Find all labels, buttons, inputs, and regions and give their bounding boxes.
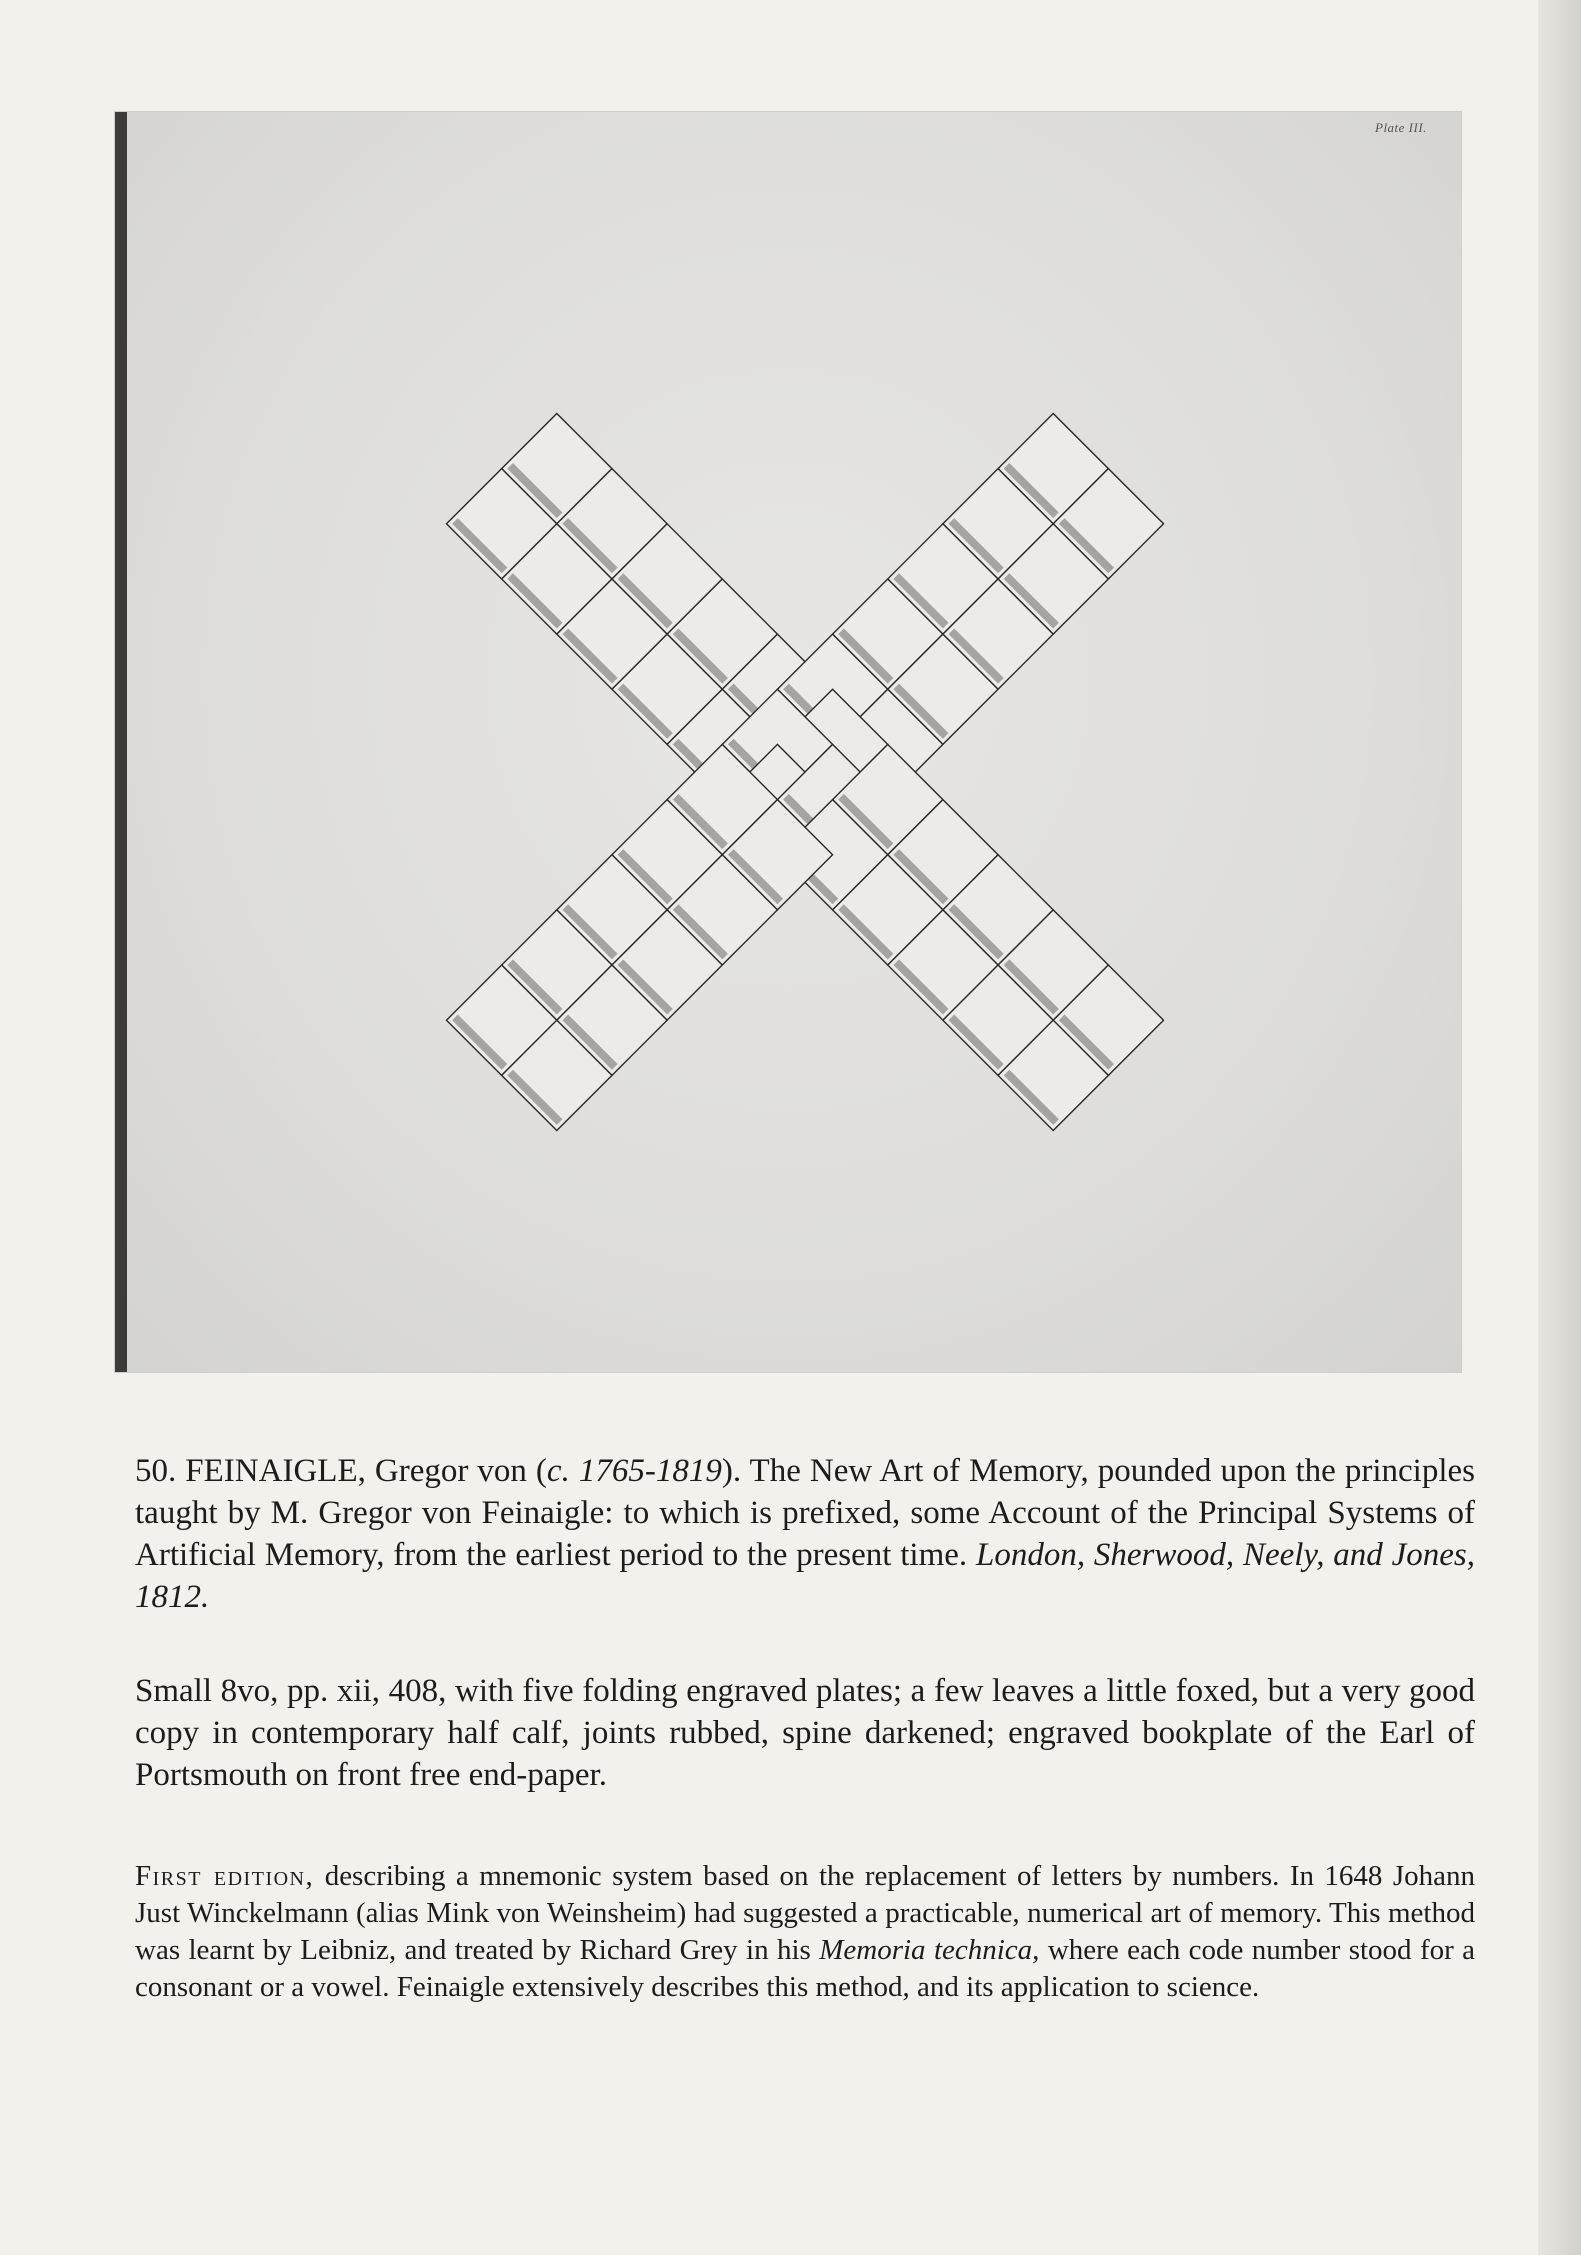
collation-description: Small 8vo, pp. xii, 408, with five folding engraved plates; a few leaves a little foxed, but a very good copy in contemporary half calf, joints rubbed, spine darkened; engraved bookplate of the Earl of Portsmouth on front free end-paper. [135, 1673, 1475, 1793]
entry-dates: c. 1765-1819 [546, 1453, 722, 1489]
note-lead: First edition, [135, 1860, 315, 1892]
entry-title: The New Art of Memory, pounded upon the principles taught by M. Gregor von Feinaigle: to which is prefixed, some Account of the Principal Systems of Artificial Memory, from the earliest period to the present time. [135, 1453, 1475, 1573]
note-work-title: Memoria technica, [819, 1934, 1040, 1966]
catalogue-entry-heading: 50. FEINAIGLE, Gregor von (c. 1765-1819). The New Art of Memory, pounded upon the principles taught by M. Gregor von Feinaigle: to which is prefixed, some Account of the Principal Systems of Artificial Memory, from the earliest period to the present time. London, Sherwood, Neely, and Jones, 1812. [135, 1453, 1475, 1615]
entry-number: 50. [135, 1453, 177, 1489]
entry-author: FEINAIGLE, Gregor von [185, 1453, 527, 1489]
page-gutter-shadow [1538, 0, 1581, 2255]
bibliographic-note [135, 1858, 1475, 2006]
plate-engraving [115, 112, 1461, 1372]
note-text-1: describing a mnemonic system based on the replacement of letters by numbers. In 1648 Johann Just Winckelmann (alias Mink von Weinsheim) had suggested a practicable, numerical art of memory. This method was learnt by Leibniz, and treated by Richard Grey in his [135, 1860, 1475, 1966]
entry-imprint: London, Sherwood, Neely, and Jones, 1812. [135, 1537, 1475, 1615]
plate-number: Plate III. [1375, 120, 1427, 135]
mnemonic-cell-grid [198, 165, 1411, 1372]
note-text-2: where each code number stood for a consonant or a vowel. Feinaigle extensively describes this method, and its application to science. [135, 1934, 1476, 2003]
